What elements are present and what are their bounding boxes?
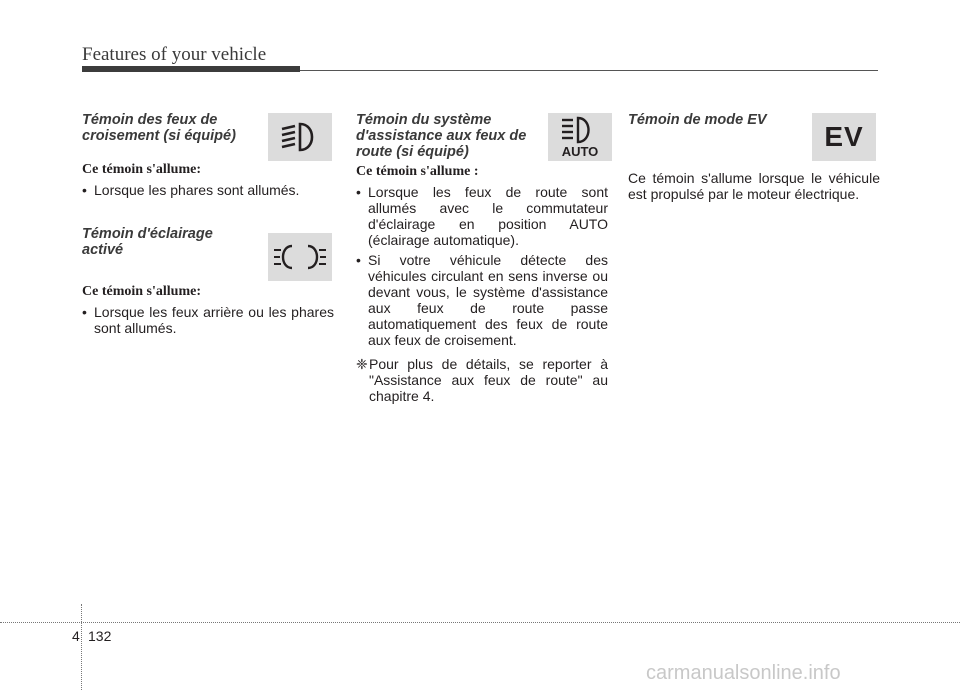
low-beam-icon — [268, 113, 332, 161]
light-on-bullet-1: • Lorsque les feux arrière ou les phares sont allumés. — [82, 304, 334, 336]
footer-horizontal-rule — [0, 622, 960, 623]
note-mark-icon: ❈ — [356, 356, 368, 372]
high-beam-assist-icon — [548, 113, 612, 161]
watermark: carmanualsonline.info — [646, 662, 841, 684]
low-beam-bullet-1: • Lorsque les phares sont allumés. — [82, 182, 334, 198]
ev-mode-icon — [812, 113, 876, 161]
low-beam-lead: Ce témoin s'allume: — [82, 162, 201, 177]
high-beam-assist-heading: Témoin du système d'assistance aux feux de route (si équipé) — [356, 112, 527, 160]
header-title: Features of your vehicle — [82, 44, 267, 65]
low-beam-heading: Témoin des feux de croisement (si équipé) — [82, 112, 236, 144]
chapter-number: 4 — [72, 628, 80, 644]
low-beam-icon-graphic — [278, 120, 322, 154]
auto-label: AUTO — [561, 144, 599, 158]
header-rule-thick — [82, 66, 300, 72]
ev-mode-heading: Témoin de mode EV — [628, 112, 767, 128]
ev-label: EV — [824, 121, 864, 152]
light-on-lead: Ce témoin s'allume: — [82, 284, 201, 299]
high-beam-assist-icon-graphic — [554, 116, 606, 158]
ev-mode-paragraph: Ce témoin s'allume lorsque le véhicule est propulsé par le moteur électrique. — [628, 170, 880, 202]
footer-vertical-rule — [81, 604, 82, 690]
light-on-heading: Témoin d'éclairage activé — [82, 226, 213, 258]
light-on-icon-graphic — [272, 242, 328, 272]
high-beam-assist-bullet-2: • Si votre véhicule détecte des véhicules circulant en sens inverse ou devant vous, le système d'assistance aux feux de route passe automatiquement des feux de route aux feux de croisement. — [356, 252, 608, 348]
page-number: 132 — [88, 628, 112, 644]
light-on-icon — [268, 233, 332, 281]
high-beam-assist-note-text: Pour plus de détails, se reporter à "Assistance aux feux de route" au chapitre 4. — [369, 356, 608, 404]
high-beam-assist-note — [356, 356, 608, 404]
header-rule-thin — [300, 70, 878, 71]
high-beam-assist-bullet-1: • Lorsque les feux de route sont allumés avec le commutateur d'éclairage en position AUTO (éclairage automatique). — [356, 184, 608, 248]
high-beam-assist-lead: Ce témoin s'allume : — [356, 164, 479, 179]
